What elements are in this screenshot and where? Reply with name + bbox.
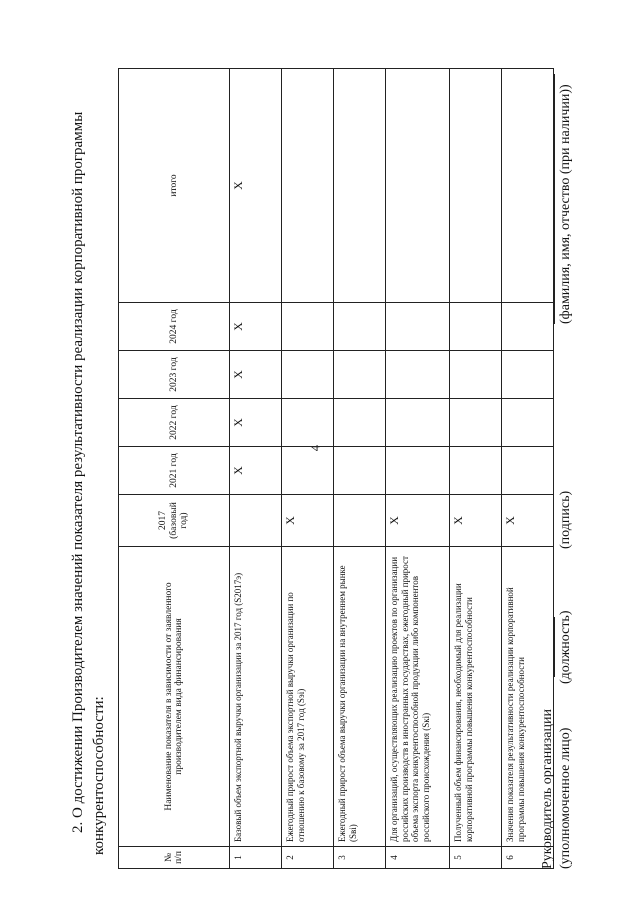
signature-caption: (подпись) bbox=[558, 490, 573, 549]
header-num: № п/п bbox=[119, 847, 230, 869]
cell-base bbox=[334, 495, 386, 547]
row-num: 5 bbox=[450, 847, 502, 869]
header-total: итого bbox=[119, 69, 230, 303]
table-row bbox=[450, 69, 502, 869]
cell-total bbox=[282, 69, 334, 303]
row-name: Ежегодный прирост объема выручки организации на внутреннем рынке (Sвi) bbox=[334, 547, 386, 847]
cell-2023 bbox=[386, 351, 450, 399]
cell-2023 bbox=[334, 351, 386, 399]
heading-line-2: конкурентоспособности: bbox=[91, 696, 107, 855]
header-name: Наименование показателя в зависимости от заявленного производителем вида финансирования bbox=[119, 547, 230, 847]
cell-2022 bbox=[282, 399, 334, 447]
cell-2021 bbox=[386, 447, 450, 495]
table-row bbox=[282, 69, 334, 869]
cell-total bbox=[386, 69, 450, 303]
header-2023: 2023 год bbox=[119, 351, 230, 399]
name-caption: (фамилия, имя, отчество (при наличии)) bbox=[558, 84, 573, 324]
cell-2022 bbox=[450, 399, 502, 447]
cell-total: X bbox=[230, 69, 282, 303]
cell-2023: X bbox=[230, 351, 282, 399]
indicators-table bbox=[118, 68, 554, 869]
header-2022: 2022 год bbox=[119, 399, 230, 447]
row-name: Для организаций, осуществляющих реализацию проектов по организации российских производств в иностранных государствах, ежегодный прирост объема экспорта конкурентоспособной продукции либо компонентов российского происхождения (Sкi) bbox=[386, 547, 450, 847]
page-number: 4 bbox=[307, 444, 323, 452]
cell-base: X bbox=[502, 495, 554, 547]
section-heading bbox=[68, 55, 110, 855]
signature-block bbox=[540, 9, 630, 869]
signatory-title: Руководитель организации bbox=[540, 709, 555, 869]
cell-2021 bbox=[450, 447, 502, 495]
cell-2022 bbox=[334, 399, 386, 447]
row-name: Значения показателя результативности реализации корпоративной программы повышения конкурентоспособности bbox=[502, 547, 554, 847]
cell-2021 bbox=[282, 444, 334, 495]
cell-base: X bbox=[450, 495, 502, 547]
position-caption: (должность) bbox=[558, 610, 573, 684]
heading-line-1: 2. О достижении Производителем значений показателя результативности реализации корпоративной программы bbox=[70, 111, 86, 833]
row-num: 6 bbox=[502, 847, 554, 869]
cell-2022 bbox=[386, 399, 450, 447]
cell-2022: X bbox=[230, 399, 282, 447]
row-name: Ежегодный прирост объема экспортной выручки организации по отношению к базовому за 2017 год (Sэi) bbox=[282, 547, 334, 847]
position-line bbox=[554, 617, 555, 677]
table-row bbox=[230, 69, 282, 869]
cell-2024 bbox=[386, 303, 450, 351]
row-name: Базовый объем экспортной выручки организации за 2017 год (S2017э) bbox=[230, 547, 282, 847]
table-row bbox=[334, 69, 386, 869]
cell-2024 bbox=[282, 303, 334, 351]
table-header-row bbox=[119, 69, 230, 869]
cell-base bbox=[230, 495, 282, 547]
cell-2023 bbox=[450, 351, 502, 399]
row-num: 3 bbox=[334, 847, 386, 869]
signatory-subtitle: (уполномоченное лицо) bbox=[558, 727, 573, 869]
cell-total bbox=[334, 69, 386, 303]
table-row bbox=[386, 69, 450, 869]
cell-base: X bbox=[282, 495, 334, 547]
row-name: Полученный объем финансирования, необходимый для реализации корпоративной программы повышения конкурентоспособности bbox=[450, 547, 502, 847]
cell-2024 bbox=[334, 303, 386, 351]
header-2021: 2021 год bbox=[119, 447, 230, 495]
cell-base: X bbox=[386, 495, 450, 547]
header-base-year: 2017 (базовый год) bbox=[119, 495, 230, 547]
header-2024: 2024 год bbox=[119, 303, 230, 351]
cell-total bbox=[450, 69, 502, 303]
row-num: 2 bbox=[282, 847, 334, 869]
row-num: 4 bbox=[386, 847, 450, 869]
cell-2024 bbox=[450, 303, 502, 351]
name-line bbox=[554, 74, 555, 324]
cell-2021 bbox=[334, 447, 386, 495]
cell-2021: X bbox=[230, 447, 282, 495]
cell-2023 bbox=[282, 351, 334, 399]
row-num: 1 bbox=[230, 847, 282, 869]
cell-2024: X bbox=[230, 303, 282, 351]
